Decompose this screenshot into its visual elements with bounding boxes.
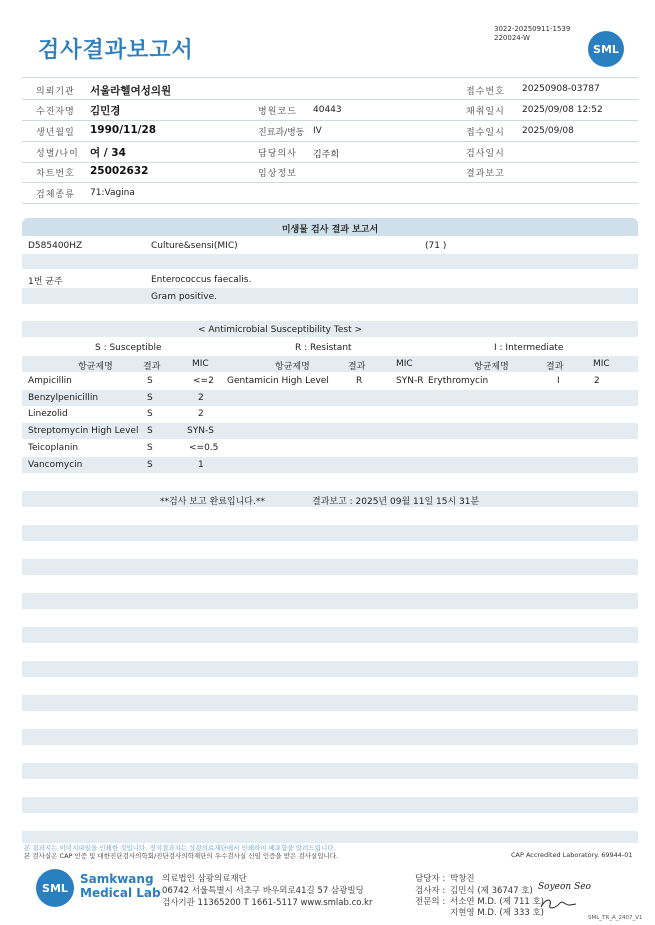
specialist-1: 서소연 M.D. (제 711 호) [450, 897, 545, 907]
hospital-code-value: 40443 [313, 105, 342, 115]
sex-age-label: 성별/나이 [36, 149, 79, 159]
dob-label: 생년월일 [36, 128, 75, 138]
col-mic-3: MIC [593, 359, 610, 369]
empty-row [22, 729, 638, 745]
ast-mic: <=0.5 [189, 443, 219, 453]
test-date-label: 검사일시 [466, 149, 505, 159]
row-band [22, 288, 638, 304]
ast-drug: Streptomycin High Level [28, 426, 139, 436]
form-code: SML_TR_A_2407_V1 [588, 915, 643, 921]
empty-row [22, 831, 638, 843]
empty-row [22, 763, 638, 779]
col-mic: MIC [192, 359, 209, 369]
empty-row [22, 797, 638, 813]
col-result-2: 결과 [348, 362, 366, 372]
divider [22, 203, 638, 204]
org-name: 의료법인 삼광의료재단 [162, 874, 247, 884]
divider [22, 182, 638, 183]
ast-mic: 2 [198, 409, 204, 419]
sex-age-value: 여 / 34 [90, 147, 126, 159]
collect-date-value: 2025/09/08 12:52 [522, 105, 603, 115]
organism-label: 1번 균주 [28, 277, 63, 287]
specialist-2: 지현영 M.D. (제 333 호) [450, 908, 545, 918]
report-time: 결과보고 : 2025년 09월 11일 15시 31분 [312, 497, 480, 507]
result-report-label: 결과보고 [466, 169, 505, 179]
ast-mic: SYN-R [396, 376, 424, 386]
ast-mic: 1 [198, 460, 204, 470]
divider [22, 77, 638, 78]
divider [22, 99, 638, 100]
org-contact: 검사기관 11365200 T 1661-5117 www.smlab.co.kr [162, 898, 373, 908]
micro-section-title: 미생물 검사 결과 보고서 [281, 225, 379, 235]
ast-result: S [147, 376, 153, 386]
signature-scribble [538, 896, 578, 912]
dob-value: 1990/11/28 [90, 124, 157, 136]
col-mic-2: MIC [396, 359, 413, 369]
divider [22, 162, 638, 163]
cap-accredited: CAP Accredited Laboratory. 69944-01 [511, 851, 633, 859]
tester-label: 검사자 : [415, 886, 446, 896]
ast-drug: Erythromycin [428, 376, 489, 386]
image-notice: 본 결과지는 이미지파일을 인쇄한 것입니다. 정식결과지는 상광의료재단에서 인쇄하여 배포함을 알려드립니다. [24, 844, 336, 852]
ast-result: S [147, 393, 153, 403]
sml-logo: SML [588, 31, 624, 67]
patient-label: 수진자명 [36, 107, 75, 117]
test-number: (71 ) [425, 241, 447, 251]
document-id: 3022-20250911-1539 220024-W [494, 25, 571, 42]
legend-susceptible: S : Susceptible [95, 343, 162, 353]
institution-label: 의뢰기관 [36, 87, 75, 97]
lab-name: Samkwang Medical Lab [80, 872, 161, 900]
empty-row [22, 627, 638, 643]
row-band [22, 254, 638, 269]
ast-result: I [557, 376, 560, 386]
doctor-value: 김주희 [313, 150, 340, 160]
cap-note: 본 검사실은 CAP 인증 및 대한진단검사의학회/진단검사의학재단의 우수검사실 신임 인증을 받은 검사실입니다. [24, 852, 339, 860]
receipt-no-label: 접수번호 [466, 87, 505, 97]
report-complete: **검사 보고 완료입니다.** [160, 497, 265, 507]
hospital-code-label: 병원코드 [258, 107, 297, 117]
chart-label: 차트번호 [36, 169, 75, 179]
collect-date-label: 채취일시 [466, 107, 505, 117]
ast-drug: Gentamicin High Level [227, 376, 329, 386]
legend-intermediate: I : Intermediate [494, 343, 564, 353]
ast-drug: Benzylpenicillin [28, 393, 99, 403]
specimen-value: 71:Vagina [90, 188, 135, 198]
ast-drug: Ampicillin [28, 376, 72, 386]
ast-result: S [147, 443, 153, 453]
test-name: Culture&sensi(MIC) [151, 241, 238, 251]
ast-result: S [147, 409, 153, 419]
ast-mic: 2 [198, 393, 204, 403]
ast-drug: Teicoplanin [28, 443, 79, 453]
col-result-3: 결과 [546, 362, 564, 372]
col-drug: 항균제명 [78, 362, 113, 372]
row-band [22, 457, 638, 473]
test-code: D585400HZ [28, 241, 83, 251]
empty-row [22, 593, 638, 609]
row-band [22, 390, 638, 406]
ast-mic: <=2 [193, 376, 214, 386]
dept-label: 진료과/병동 [258, 128, 305, 138]
patient-value: 김민경 [90, 105, 121, 117]
ast-mic: SYN-S [187, 426, 214, 436]
chart-value: 25002632 [90, 165, 149, 177]
sml-footer-logo: SML [36, 869, 74, 907]
org-address: 06742 서울특별시 서초구 바우뫼로41길 57 삼광빌딩 [162, 886, 364, 896]
col-drug-2: 항균제명 [275, 362, 310, 372]
empty-row [22, 525, 638, 541]
clinical-label: 임상정보 [258, 169, 297, 179]
col-drug-3: 항균제명 [474, 362, 509, 372]
signature: Soyeon Seo [538, 882, 591, 892]
specialist-label: 전문의 : [415, 897, 446, 907]
manager-label: 담당자 : [415, 874, 446, 884]
legend-resistant: R : Resistant [295, 343, 352, 353]
divider [22, 120, 638, 121]
ast-title: < Antimicrobial Susceptibility Test > [198, 325, 362, 335]
receipt-no-value: 20250908-03787 [522, 84, 600, 94]
page-title: 검사결과보고서 [38, 38, 194, 63]
ast-result: S [147, 426, 153, 436]
ast-mic: 2 [594, 376, 600, 386]
organism-name: Enterococcus faecalis. [151, 275, 252, 285]
divider [22, 141, 638, 142]
ast-result: S [147, 460, 153, 470]
dept-value: IV [313, 126, 322, 136]
tester-name: 김민식 (제 36747 호) [450, 886, 533, 896]
receipt-date-label: 접수일시 [466, 128, 505, 138]
ast-drug: Vancomycin [28, 460, 83, 470]
empty-row [22, 695, 638, 711]
receipt-date-value: 2025/09/08 [522, 126, 574, 136]
ast-drug: Linezolid [28, 409, 68, 419]
institution-value: 서울라헬여성의원 [90, 85, 172, 97]
organism-gram: Gram positive. [151, 292, 217, 302]
doctor-label: 담당의사 [258, 149, 297, 159]
specimen-label: 검체종류 [36, 190, 75, 200]
empty-row [22, 661, 638, 677]
ast-result: R [356, 376, 363, 386]
empty-row [22, 559, 638, 575]
manager-name: 박창진 [450, 874, 475, 884]
col-result: 결과 [143, 362, 161, 372]
